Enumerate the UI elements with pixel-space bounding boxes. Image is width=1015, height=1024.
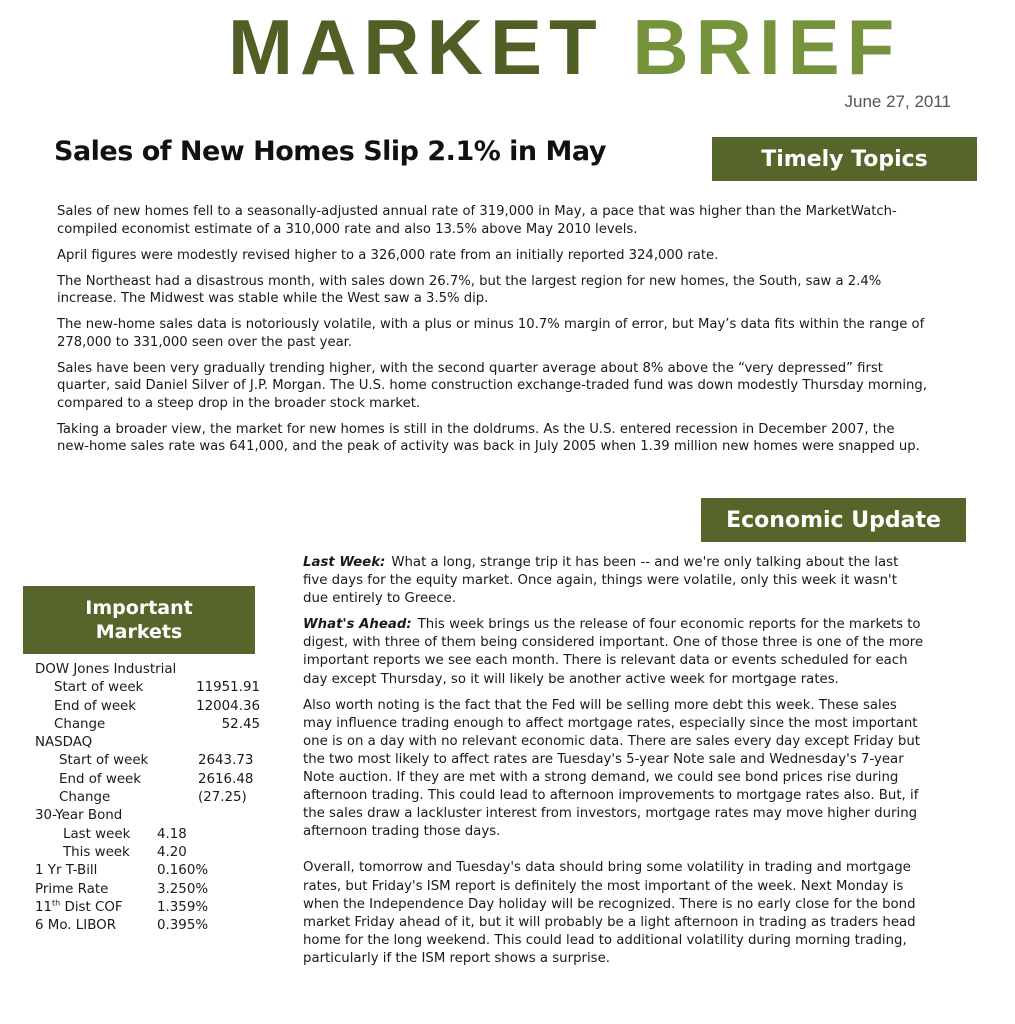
markets-table: [35, 661, 260, 935]
dow-start-label: Start of week: [54, 680, 144, 696]
masthead-word-brief: BRIEF: [632, 3, 902, 91]
article-headline: Sales of New Homes Slip 2.1% in May: [54, 136, 606, 167]
nasdaq-label: NASDAQ: [35, 735, 93, 751]
dow-end-value: 12004.36: [196, 698, 260, 714]
outlook-paragraph: Overall, tomorrow and Tuesday's data should bring some volatility in trading and mortgage rates, but Friday's ISM report is definitely the most important of the week. Next Monday is when the Independence Day holiday will be recognized. There is no early close for the bond market Friday ahead of it, but it will probably be a light afternoon in trading as traders head home for the long weekend. This could lead to additional volatility during morning trading, particularly if the ISM report shows a surprise.: [303, 860, 916, 966]
whats-ahead-paragraph: [303, 616, 925, 688]
economic-update-body: [303, 554, 925, 976]
bond-heading-row: [35, 807, 260, 825]
debt-sales-paragraph: Also worth noting is the fact that the Fed will be selling more debt this week. These sales may influence trading enough to affect mortgage rates, especially since the most important one is on a day with no relevant economic data. There are sales every day except Friday but the two most likely to affect rates are Tuesday's 5-year Note sale and Wednesday's 7-year Note auction. If they are met with a strong demand, we could see bond prices rise during afternoon trading. This could lead to afternoon improvements to mortgage rates also. But, if the sales draw a lackluster interest from investors, mortgage rates may move higher during afternoon trading those days.: [303, 697, 920, 840]
markets-title-line1: Important: [85, 597, 193, 619]
bond-last-label: Last week: [63, 826, 131, 842]
cof-value: 1.359%: [157, 899, 209, 915]
bond-label: 30-Year Bond: [35, 808, 123, 824]
bond-this-label: This week: [63, 844, 130, 860]
prime-value: 3.250%: [157, 881, 209, 897]
prime-label: Prime Rate: [35, 881, 109, 897]
article-body: [57, 203, 927, 464]
whats-ahead-text: This week brings us the release of four economic reports for the markets to digest, with three of them being considered important. One of those three is one of the more important reports we see each month. There is relevant data or events scheduled for each day except Thursday, so it will likely be another active week for mortgage rates.: [303, 617, 924, 687]
nasdaq-start-value: 2643.73: [198, 753, 254, 769]
whats-ahead-label: What's Ahead:: [303, 617, 412, 633]
tbill-value: 0.160%: [157, 863, 209, 879]
dow-change-label: Change: [54, 716, 106, 732]
prime-row: [35, 881, 260, 899]
bond-last-row: [35, 826, 260, 844]
nasdaq-start-row: [35, 752, 260, 770]
dow-end-label: End of week: [54, 698, 137, 714]
dow-label: DOW Jones Industrial: [35, 662, 177, 677]
issue-date: June 27, 2011: [844, 92, 951, 111]
nasdaq-start-label: Start of week: [59, 753, 149, 769]
dow-start-row: [35, 679, 260, 697]
nasdaq-end-value: 2616.48: [198, 771, 254, 787]
bond-last-value: 4.18: [157, 826, 187, 842]
dow-end-row: [35, 698, 260, 716]
nasdaq-end-label: End of week: [59, 771, 142, 787]
nasdaq-end-row: [35, 771, 260, 789]
libor-value: 0.395%: [157, 918, 209, 934]
last-week-text: What a long, strange trip it has been -- and we're only talking about the last five days for the equity market. Once again, things were volatile, only this week it wasn't due entirely to Greece.: [303, 555, 899, 607]
masthead-word-market: MARKET: [228, 3, 604, 91]
dow-change-value: 52.45: [221, 716, 260, 732]
dow-heading-row: [35, 661, 260, 679]
article-paragraph: Taking a broader view, the market for new homes is still in the doldrums. As the U.S. entered recession in December 2007, the new-home sales rate was 641,000, and the peak of activity was back in July 2005 when 1.39 million new homes were snapped up.: [57, 421, 920, 454]
masthead-title: [228, 3, 902, 91]
markets-title-line2: Markets: [95, 621, 183, 643]
article-paragraph: Sales have been very gradually trending higher, with the second quarter average about 8% above the “very depressed” first quarter, said Daniel Silver of J.P. Morgan. The U.S. home construction exchange-traded fund was down modestly Thursday morning, compared to a steep drop in the broader stock market.: [57, 360, 927, 411]
dow-change-row: [35, 716, 260, 734]
timely-topics-banner: Timely Topics: [712, 137, 977, 181]
tbill-label: 1 Yr T-Bill: [35, 863, 98, 879]
bond-this-row: [35, 844, 260, 862]
cof-label: 11th Dist COF: [35, 898, 123, 915]
important-markets-header: [23, 586, 255, 654]
cof-row: [35, 899, 260, 917]
bond-this-value: 4.20: [157, 844, 187, 860]
article-paragraph: The new-home sales data is notoriously volatile, with a plus or minus 10.7% margin of error, but May’s data fits within the range of 278,000 to 331,000 seen over the past year.: [57, 317, 925, 350]
economic-update-banner: Economic Update: [701, 498, 966, 542]
libor-label: 6 Mo. LIBOR: [35, 918, 117, 934]
nasdaq-change-label: Change: [59, 790, 111, 806]
libor-row: [35, 917, 260, 935]
nasdaq-heading-row: [35, 734, 260, 752]
nasdaq-change-value: (27.25): [198, 790, 247, 806]
tbill-row: [35, 862, 260, 880]
dow-start-value: 11951.91: [196, 680, 260, 696]
article-paragraph: April figures were modestly revised higher to a 326,000 rate from an initially reported 324,000 rate.: [57, 247, 719, 263]
last-week-label: Last Week:: [303, 555, 386, 570]
nasdaq-change-row: [35, 789, 260, 807]
last-week-paragraph: [303, 554, 925, 608]
article-paragraph: Sales of new homes fell to a seasonally-adjusted annual rate of 319,000 in May, a pace that was higher than the MarketWatch-compiled economist estimate of a 310,000 rate and also 13.5% above May 2010 levels.: [57, 204, 897, 237]
article-paragraph: The Northeast had a disastrous month, with sales down 26.7%, but the largest region for new homes, the South, saw a 2.4% increase. The Midwest was stable while the West saw a 3.5% dip.: [57, 273, 882, 306]
